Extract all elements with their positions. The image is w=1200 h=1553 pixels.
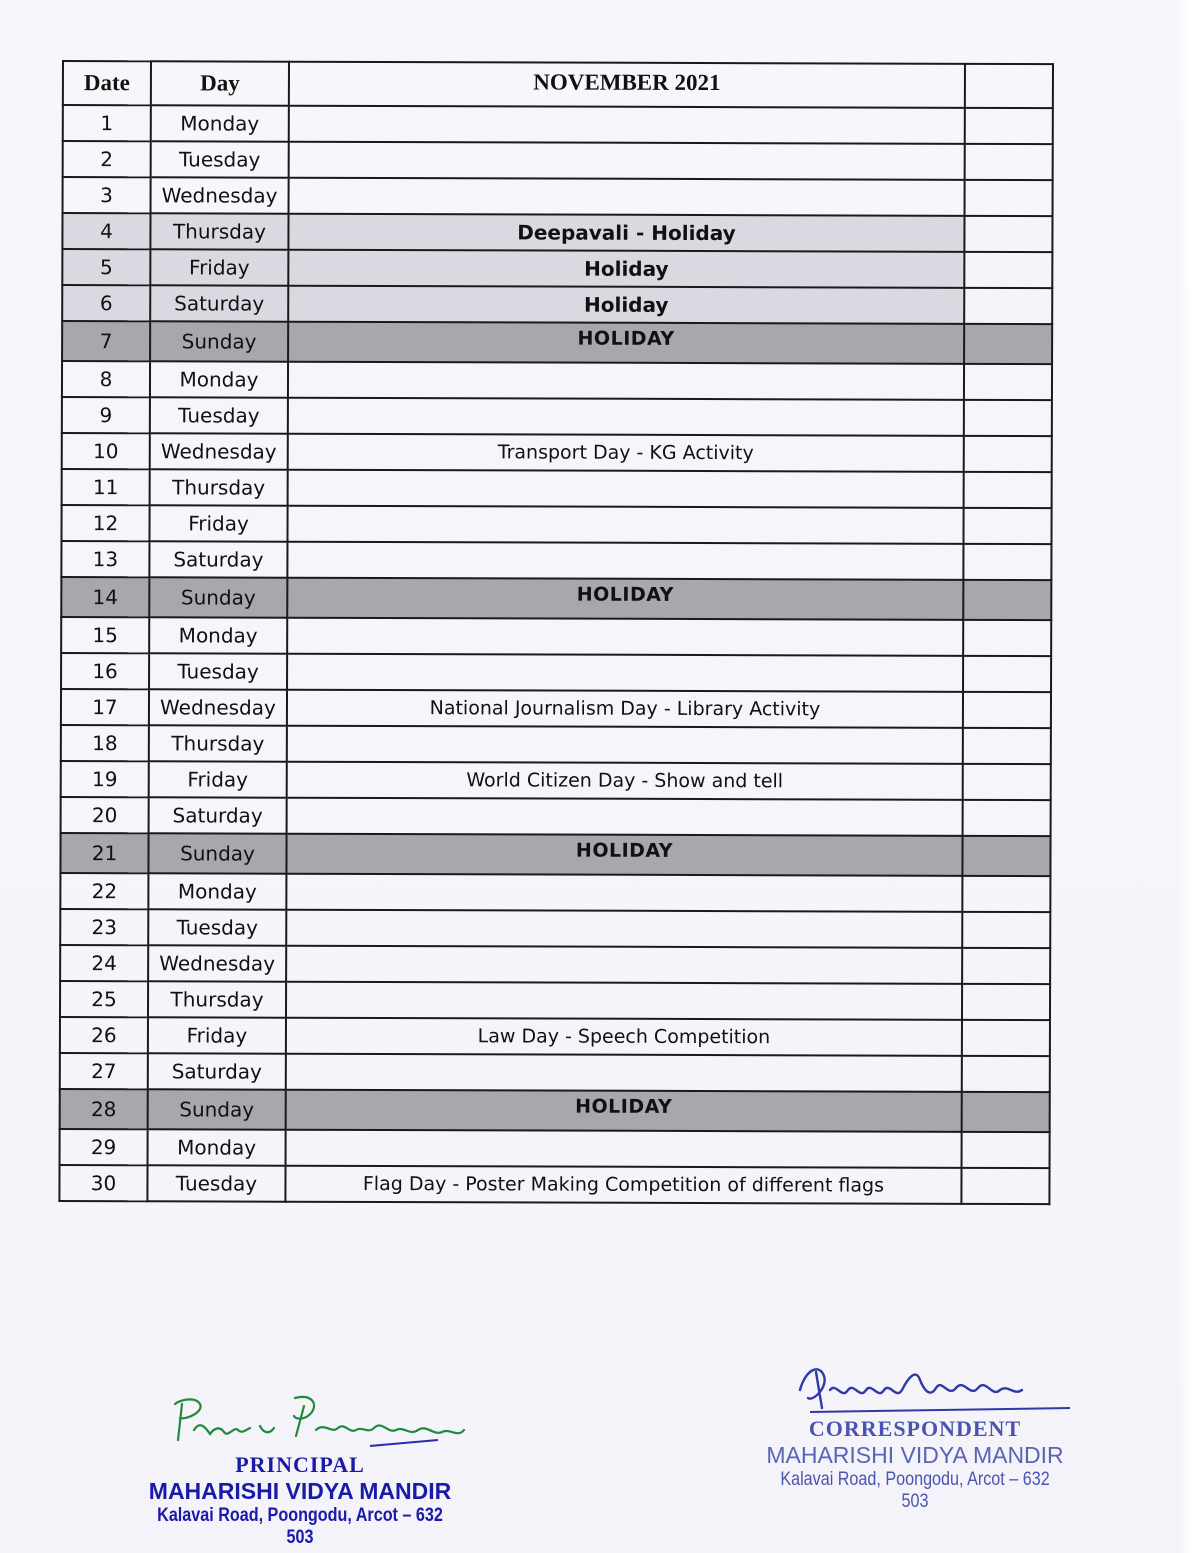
table-row (60, 1053, 1050, 1092)
day-cell: Sunday (150, 321, 288, 361)
day-cell: Thursday (150, 469, 288, 505)
day-cell: Wednesday (149, 689, 287, 725)
date-cell: 14 (61, 577, 149, 617)
correspondent-signature (750, 1360, 1080, 1416)
date-cell: 1 (63, 105, 151, 141)
day-cell: Monday (150, 361, 288, 397)
table-row (61, 541, 1051, 580)
table-row (62, 397, 1052, 436)
date-cell: 24 (60, 945, 148, 981)
table-row (61, 617, 1051, 656)
extra-cell (963, 656, 1051, 692)
date-cell: 6 (62, 285, 150, 321)
event-cell: Holiday (288, 286, 964, 324)
extra-cell (962, 912, 1050, 948)
date-cell: 5 (62, 249, 150, 285)
table-row (61, 653, 1051, 692)
date-cell: 15 (61, 617, 149, 653)
table-row (60, 909, 1050, 948)
extra-cell (962, 984, 1050, 1020)
day-cell: Monday (148, 1129, 286, 1165)
date-cell: 21 (60, 833, 148, 873)
day-cell: Wednesday (148, 945, 286, 981)
event-cell: Law Day - Speech Competition (286, 1018, 962, 1056)
date-cell: 16 (61, 653, 149, 689)
day-cell: Tuesday (150, 397, 288, 433)
event-cell (286, 910, 962, 948)
event-cell (288, 362, 964, 400)
date-cell: 4 (62, 213, 150, 249)
day-cell: Saturday (149, 797, 287, 833)
table-row (60, 833, 1050, 876)
correspondent-title: CORRESPONDENT (808, 1416, 1022, 1441)
table-row (61, 505, 1051, 544)
event-cell: Holiday (288, 250, 964, 288)
extra-cell (962, 836, 1050, 876)
event-cell (287, 542, 963, 580)
day-cell: Sunday (149, 577, 287, 617)
date-cell: 13 (61, 541, 149, 577)
page-edge (1178, 0, 1200, 1553)
date-header: Date (63, 61, 151, 105)
day-cell: Tuesday (151, 141, 289, 177)
table-row (60, 1089, 1050, 1132)
day-cell: Sunday (148, 833, 286, 873)
date-cell: 10 (62, 433, 150, 469)
table-row (63, 105, 1053, 144)
day-cell: Wednesday (151, 177, 289, 213)
event-cell (289, 142, 965, 180)
extra-cell (965, 108, 1053, 144)
table-row (62, 361, 1052, 400)
event-cell (289, 178, 965, 216)
correspondent-address: Kalavai Road, Poongodu, Arcot – 632 503 (780, 1469, 1050, 1512)
extra-cell (963, 692, 1051, 728)
day-cell: Monday (149, 617, 287, 653)
extra-cell (964, 364, 1052, 400)
table-row (62, 433, 1052, 472)
event-cell (287, 798, 963, 836)
day-cell: Friday (148, 1017, 286, 1053)
table-row (60, 945, 1050, 984)
extra-cell (965, 180, 1053, 216)
extra-cell (964, 324, 1052, 364)
extra-cell (962, 948, 1050, 984)
principal-address: Kalavai Road, Poongodu, Arcot – 632 503 (157, 1505, 443, 1548)
extra-cell (963, 728, 1051, 764)
extra-cell (962, 1020, 1050, 1056)
table-row (63, 177, 1053, 216)
date-cell: 17 (61, 689, 149, 725)
table-row (62, 285, 1052, 324)
table-row (63, 141, 1053, 180)
table-row (62, 249, 1052, 288)
extra-cell (963, 764, 1051, 800)
event-cell: HOLIDAY (287, 578, 963, 620)
day-cell: Friday (149, 505, 287, 541)
table-row (62, 321, 1052, 364)
extra-cell (963, 508, 1051, 544)
day-cell: Saturday (150, 285, 288, 321)
extra-cell (964, 472, 1052, 508)
day-cell: Thursday (150, 213, 288, 249)
table-row (60, 873, 1050, 912)
principal-signature-block (120, 1390, 480, 1549)
event-cell: HOLIDAY (288, 322, 964, 364)
table-row (59, 1165, 1049, 1204)
extra-cell (964, 400, 1052, 436)
calendar-body (59, 105, 1052, 1204)
calendar-table (58, 60, 1054, 1205)
day-cell: Thursday (148, 981, 286, 1017)
extra-cell (962, 1092, 1050, 1132)
event-cell: Flag Day - Poster Making Competition of different flags (285, 1166, 961, 1204)
day-cell: Tuesday (147, 1165, 285, 1201)
table-row (61, 689, 1051, 728)
day-cell: Saturday (149, 541, 287, 577)
event-cell (286, 1054, 962, 1092)
event-cell (286, 946, 962, 984)
event-cell: National Journalism Day - Library Activity (287, 690, 963, 728)
correspondent-org: MAHARISHI VIDYA MANDIR (766, 1442, 1064, 1468)
date-cell: 30 (59, 1165, 147, 1201)
table-row (60, 1017, 1050, 1056)
date-cell: 9 (62, 397, 150, 433)
date-cell: 8 (62, 361, 150, 397)
extra-cell (963, 620, 1051, 656)
event-cell: HOLIDAY (286, 1090, 962, 1132)
table-row (61, 577, 1051, 620)
day-cell: Friday (150, 249, 288, 285)
date-cell: 20 (61, 797, 149, 833)
header-row (63, 61, 1053, 108)
extra-cell (965, 144, 1053, 180)
table-row (61, 761, 1051, 800)
month-title: NOVEMBER 2021 (289, 62, 965, 108)
table-row (61, 797, 1051, 836)
principal-title: PRINCIPAL (235, 1452, 365, 1477)
event-cell (288, 470, 964, 508)
event-cell (288, 398, 964, 436)
event-cell (287, 654, 963, 692)
event-cell (286, 874, 962, 912)
date-cell: 22 (60, 873, 148, 909)
day-cell: Monday (151, 105, 289, 141)
table-row (62, 213, 1052, 252)
extra-header (965, 64, 1053, 108)
extra-cell (962, 1132, 1050, 1168)
extra-cell (964, 252, 1052, 288)
principal-org: MAHARISHI VIDYA MANDIR (148, 1478, 452, 1504)
event-cell: Transport Day - KG Activity (288, 434, 964, 472)
date-cell: 18 (61, 725, 149, 761)
event-cell: World Citizen Day - Show and tell (287, 762, 963, 800)
day-cell: Monday (148, 873, 286, 909)
extra-cell (963, 800, 1051, 836)
day-cell: Sunday (148, 1089, 286, 1129)
day-cell: Friday (149, 761, 287, 797)
event-cell (286, 982, 962, 1020)
table-row (60, 1129, 1050, 1168)
extra-cell (962, 876, 1050, 912)
table-row (61, 725, 1051, 764)
extra-cell (964, 436, 1052, 472)
extra-cell (964, 216, 1052, 252)
day-header: Day (151, 61, 289, 105)
event-cell: Deepavali - Holiday (288, 214, 964, 252)
date-cell: 28 (60, 1089, 148, 1129)
extra-cell (963, 544, 1051, 580)
principal-signature (120, 1390, 480, 1452)
event-cell (289, 106, 965, 144)
table-row (62, 469, 1052, 508)
table-row (60, 981, 1050, 1020)
date-cell: 27 (60, 1053, 148, 1089)
date-cell: 25 (60, 981, 148, 1017)
event-cell: HOLIDAY (286, 834, 962, 876)
date-cell: 29 (60, 1129, 148, 1165)
event-cell (287, 506, 963, 544)
date-cell: 11 (62, 469, 150, 505)
event-cell (287, 618, 963, 656)
date-cell: 3 (63, 177, 151, 213)
day-cell: Saturday (148, 1053, 286, 1089)
extra-cell (962, 1056, 1050, 1092)
day-cell: Tuesday (148, 909, 286, 945)
extra-cell (964, 288, 1052, 324)
date-cell: 19 (61, 761, 149, 797)
event-cell (287, 726, 963, 764)
date-cell: 26 (60, 1017, 148, 1053)
date-cell: 23 (60, 909, 148, 945)
extra-cell (963, 580, 1051, 620)
day-cell: Tuesday (149, 653, 287, 689)
date-cell: 12 (61, 505, 149, 541)
event-cell (286, 1130, 962, 1168)
date-cell: 2 (63, 141, 151, 177)
correspondent-signature-block (750, 1360, 1080, 1513)
day-cell: Thursday (149, 725, 287, 761)
extra-cell (961, 1168, 1049, 1204)
date-cell: 7 (62, 321, 150, 361)
day-cell: Wednesday (150, 433, 288, 469)
